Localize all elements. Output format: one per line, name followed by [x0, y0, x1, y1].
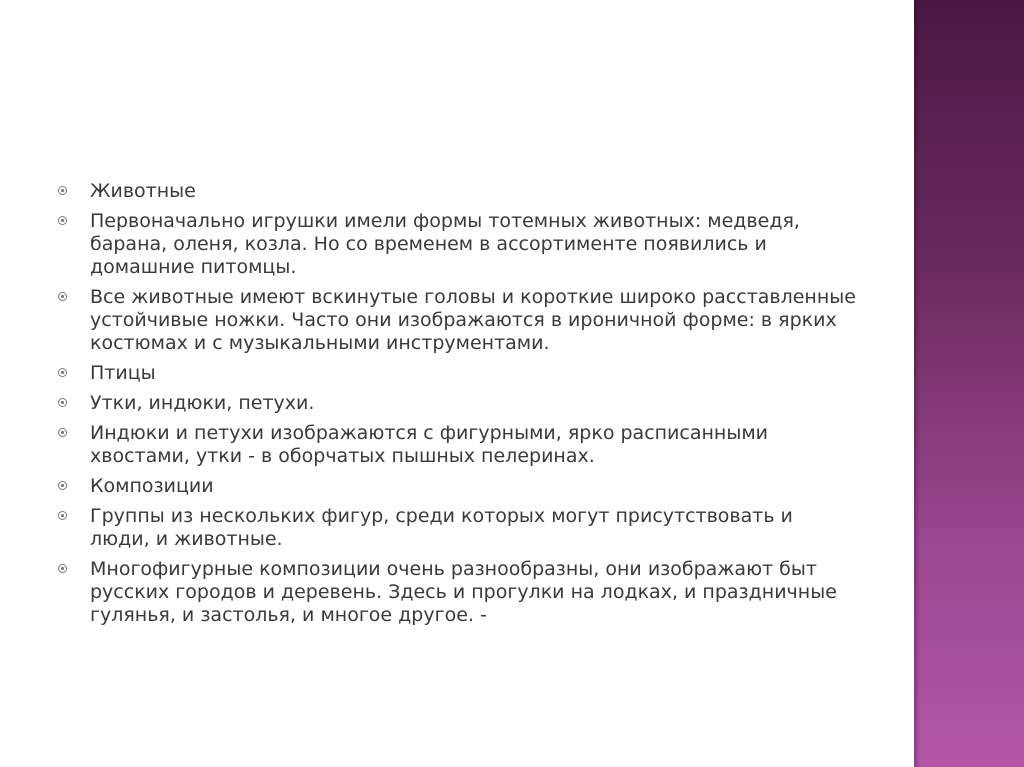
- list-item: [58, 286, 858, 355]
- circle-bullet-icon: [58, 186, 67, 195]
- bullet-text: Индюки и петухи изображаются с фигурными, ярко расписанными хвостами, утки - в оборчатых пышных пелеринах.: [90, 422, 769, 467]
- bullet-text: Первоначально игрушки имели формы тотемных животных: медведя, барана, оленя, козла. Но со временем в ассортименте появились и домашние питомцы.: [90, 210, 800, 278]
- decorative-side-band: [914, 0, 1024, 767]
- circle-bullet-icon: [58, 398, 67, 407]
- bullet-text: Все животные имеют вскинутые головы и короткие широко расставленные устойчивые ножки. Часто они изображаются в ироничной форме: в ярких костюмах и с музыкальными инструментами.: [90, 286, 856, 354]
- circle-bullet-icon: [58, 216, 67, 225]
- bullet-text: Животные: [90, 180, 196, 202]
- bullet-text: Группы из нескольких фигур, среди которых могут присутствовать и люди, и животные.: [90, 505, 793, 550]
- list-item: [58, 558, 858, 627]
- list-item: [58, 362, 858, 385]
- list-item: [58, 505, 858, 551]
- list-item: [58, 392, 858, 415]
- circle-bullet-icon: [58, 428, 67, 437]
- bullet-list: [58, 180, 858, 634]
- circle-bullet-icon: [58, 481, 67, 490]
- list-item: [58, 422, 858, 468]
- list-item: [58, 180, 858, 203]
- bullet-text: Утки, индюки, петухи.: [90, 392, 315, 414]
- bullet-text: Птицы: [90, 362, 156, 384]
- circle-bullet-icon: [58, 368, 67, 377]
- bullet-text: Многофигурные композиции очень разнообразны, они изображают быт русских городов и деревень. Здесь и прогулки на лодках, и праздничные гулянья, и застолья, и многое другое. -: [90, 558, 837, 626]
- circle-bullet-icon: [58, 511, 67, 520]
- list-item: [58, 475, 858, 498]
- circle-bullet-icon: [58, 564, 67, 573]
- circle-bullet-icon: [58, 292, 67, 301]
- list-item: [58, 210, 858, 279]
- bullet-text: Композиции: [90, 475, 214, 497]
